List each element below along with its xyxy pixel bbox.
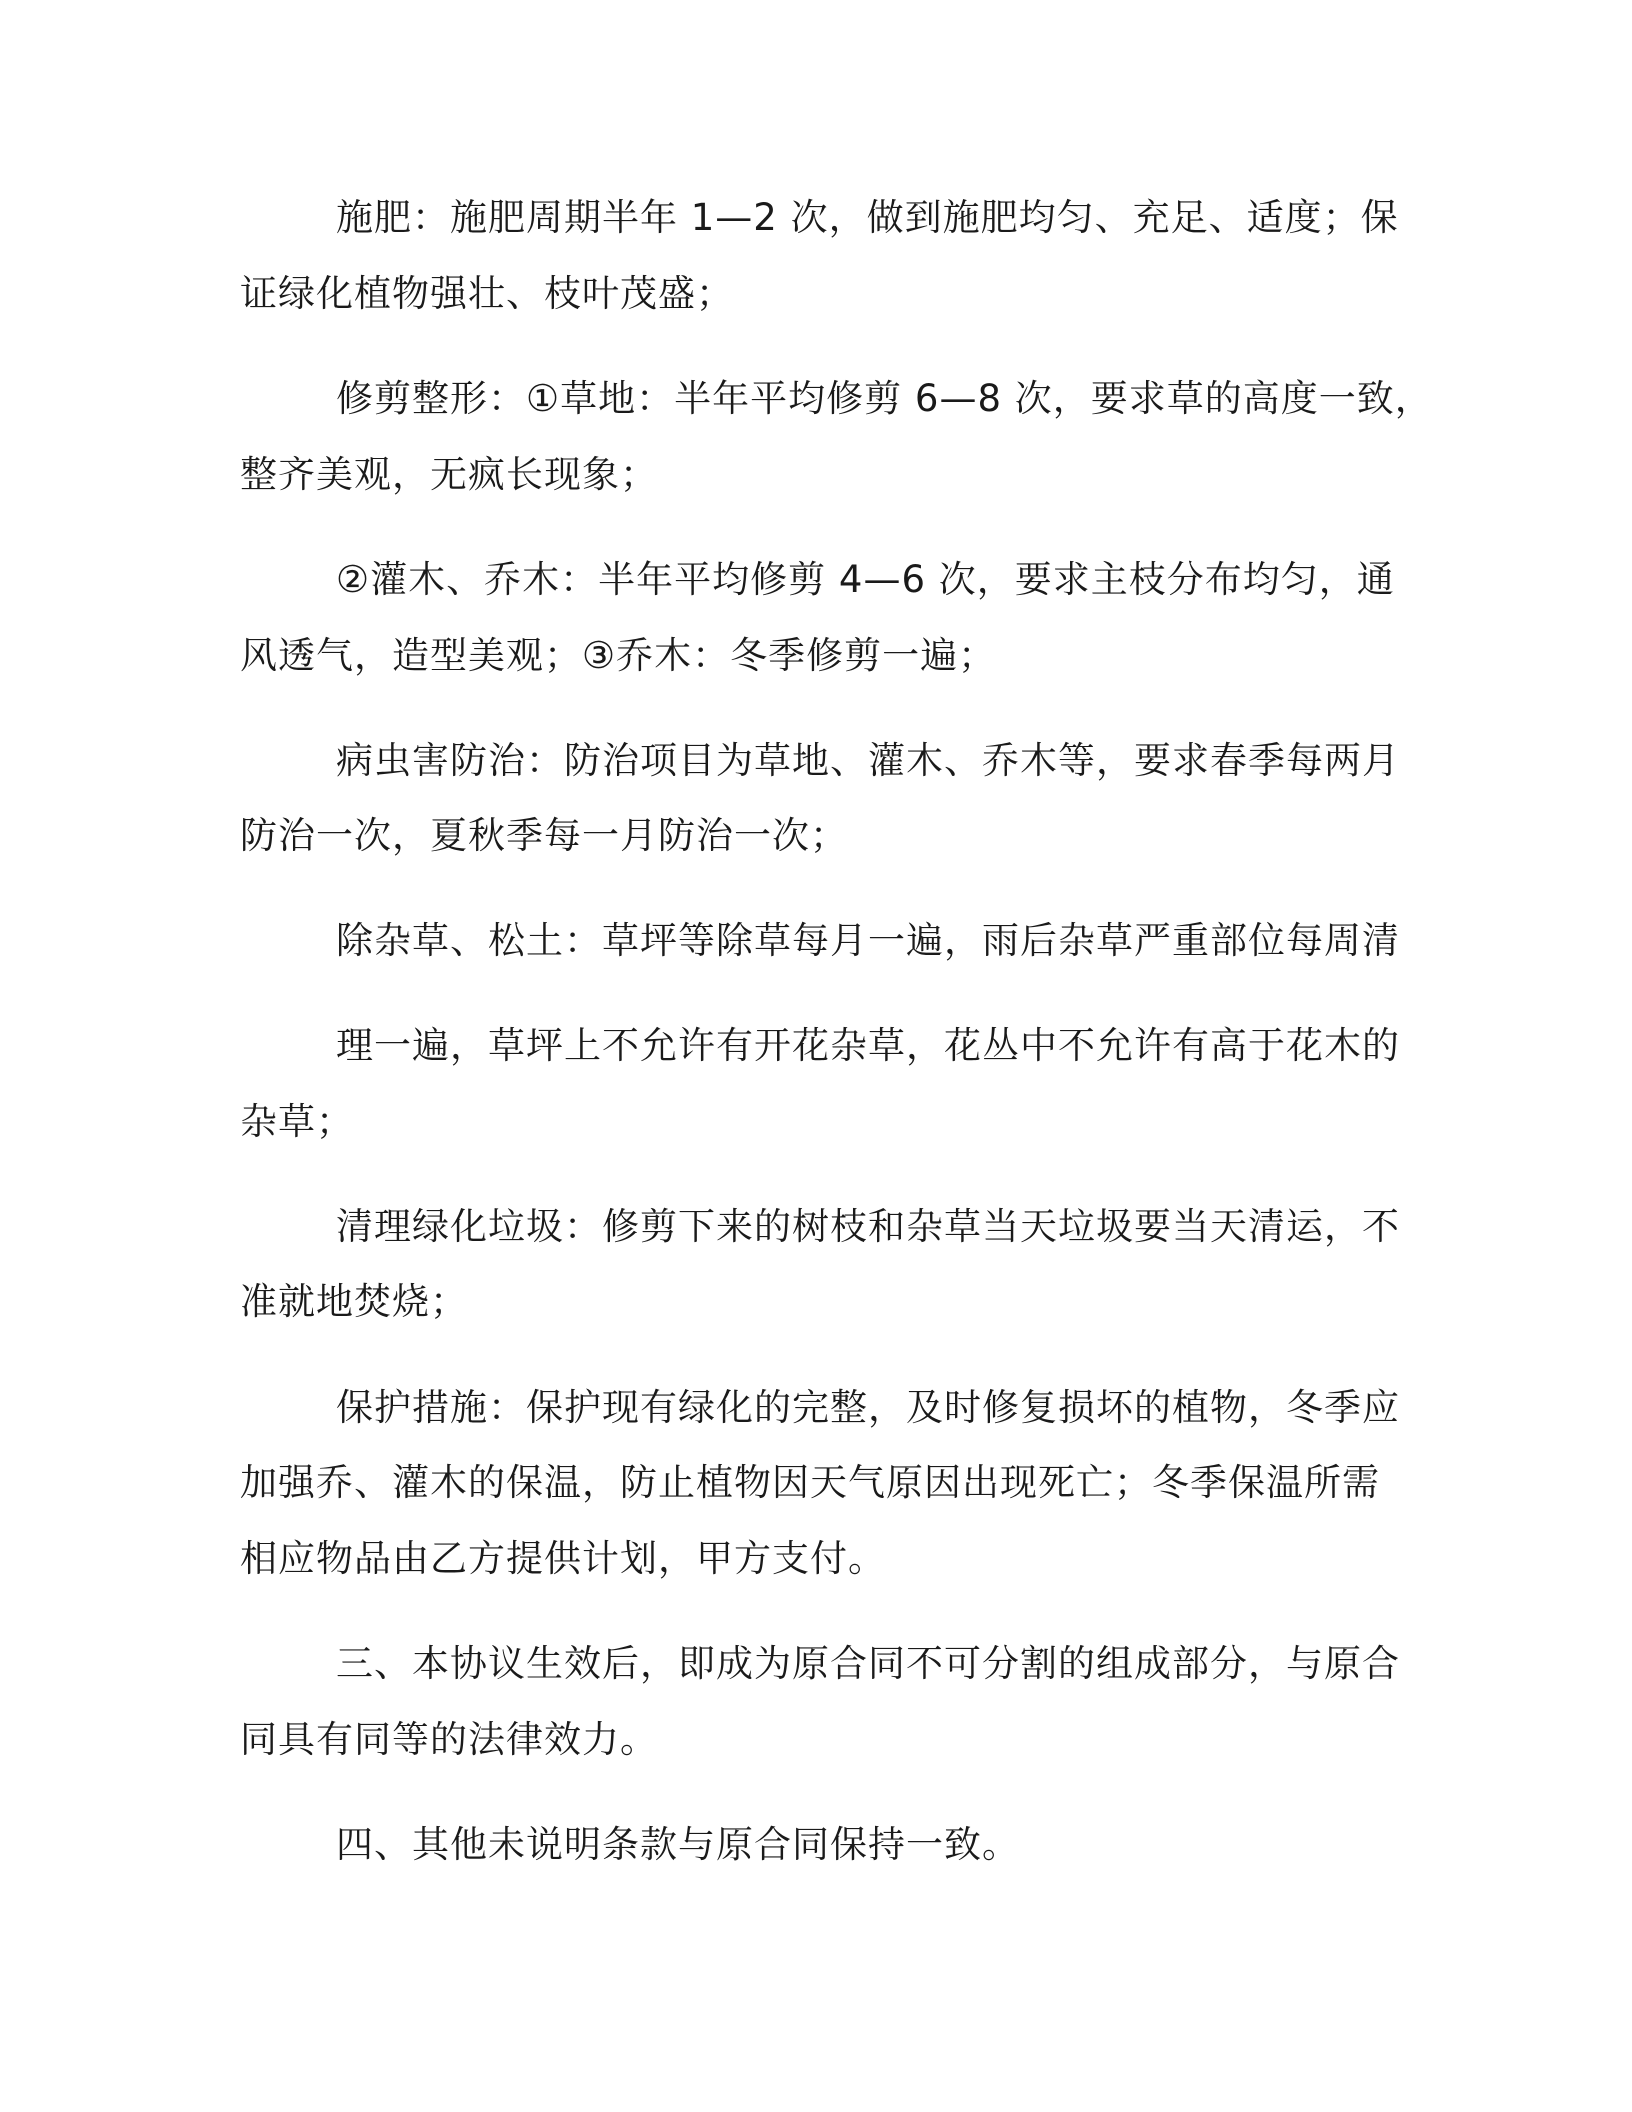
text-line: 施肥：施肥周期半年 1—2 次，做到施肥均匀、充足、适度；保 [336,196,1399,239]
text-line: 杂草； [240,1100,354,1143]
text-line: 加强乔、灌木的保温，防止植物因天气原因出现死亡；冬季保温所需 [240,1461,1380,1504]
text-line: 除杂草、松土：草坪等除草每月一遍，雨后杂草严重部位每周清 [336,919,1400,962]
text-line: 风透气，造型美观；③乔木：冬季修剪一遍； [240,634,997,677]
text-line: 相应物品由乙方提供计划，甲方支付。 [240,1537,886,1580]
text-line: 四、其他未说明条款与原合同保持一致。 [336,1823,1020,1866]
text-line: 防治一次，夏秋季每一月防治一次； [240,814,848,857]
text-line: 修剪整形：①草地：半年平均修剪 6—8 次，要求草的高度一致， [336,377,1433,420]
text-line: 清理绿化垃圾：修剪下来的树枝和杂草当天垃圾要当天清运，不 [336,1205,1400,1248]
text-line: ②灌木、乔木：半年平均修剪 4—6 次，要求主枝分布均匀，通 [336,558,1395,601]
text-line: 理一遍，草坪上不允许有开花杂草，花丛中不允许有高于花木的 [336,1024,1400,1067]
text-line: 同具有同等的法律效力。 [240,1718,658,1761]
text-line: 三、本协议生效后，即成为原合同不可分割的组成部分，与原合 [336,1642,1400,1685]
text-line: 证绿化植物强壮、枝叶茂盛； [240,272,734,315]
text-line: 整齐美观，无疯长现象； [240,453,658,496]
text-line: 准就地焚烧； [240,1280,468,1323]
text-line: 病虫害防治：防治项目为草地、灌木、乔木等，要求春季每两月 [336,739,1400,782]
text-line: 保护措施：保护现有绿化的完整，及时修复损坏的植物，冬季应 [336,1386,1400,1429]
